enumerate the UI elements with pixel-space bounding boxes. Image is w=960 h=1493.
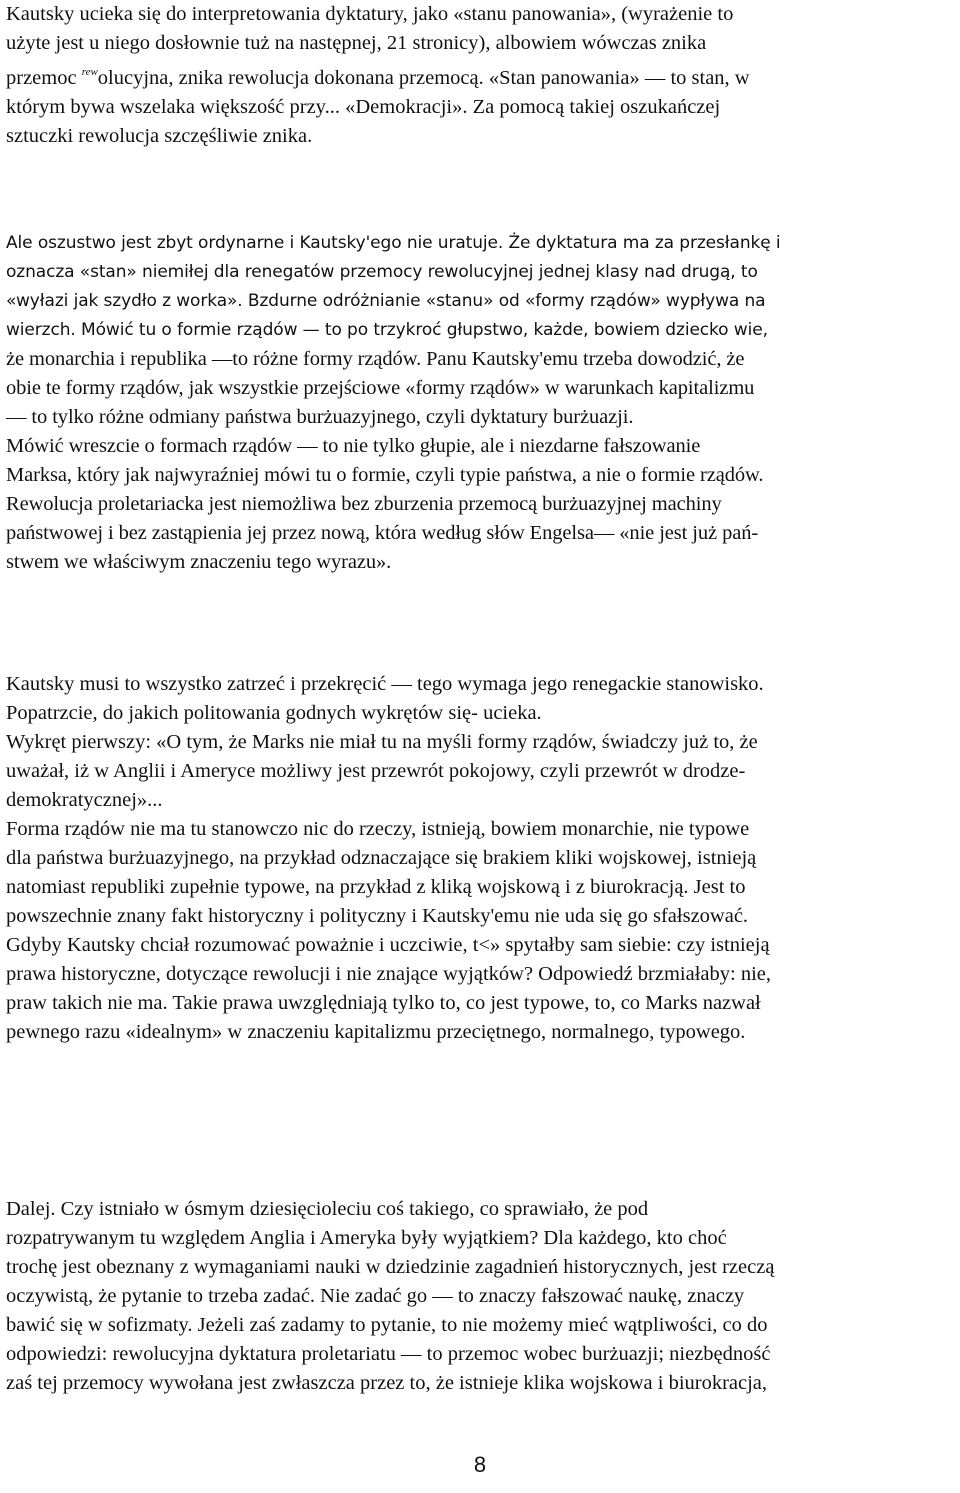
text-line: prawa historyczne, dotyczące rewolucji i nie znające wyjątków? Odpowiedź brzmiałaby: nie, (6, 963, 772, 985)
text-line: Dalej. Czy istniało w ósmym dziesięcioleciu coś takiego, co sprawiało, że pod (6, 1198, 649, 1220)
text-line: którym bywa wszelaka większość przy... «Demokracji». Za pomocą takiej oszukańczej (6, 96, 721, 118)
page-number: 8 (473, 1452, 487, 1477)
text-line (6, 58, 954, 93)
text-line: — to tylko różne odmiany państwa burżuazyjnego, czyli dyktatury burżuazji. (6, 406, 634, 428)
text-line: zaś tej przemocy wywołana jest zwłaszcza przez to, że istnieje klika wojskowa i biurokracja, (6, 1372, 768, 1394)
text-line: demokratycznej»... (6, 789, 163, 811)
text-line: Forma rządów nie ma tu stanowczo nic do rzeczy, istnieją, bowiem monarchie, nie typowe (6, 818, 750, 840)
text-segment: olucyjna, znika rewolucja dokonana przemocą. «Stan panowania» — to stan, w (97, 67, 750, 89)
text-line: sztuczki rewolucja szczęśliwie znika. (6, 125, 313, 147)
text-line: Mówić wreszcie o formach rządów — to nie tylko głupie, ale i niezdarne fałszowanie (6, 435, 701, 457)
text-line: Kautsky musi to wszystko zatrzeć i przekręcić — tego wymaga jego renegackie stanowisko. (6, 673, 764, 695)
paragraph-3 (6, 670, 954, 1047)
text-line: Popatrzcie, do jakich politowania godnych wykrętów się- ucieka. (6, 702, 542, 724)
text-line: Ale oszustwo jest zbyt ordynarne i Kautsky'ego nie uratuje. Że dyktatura ma za przesłankę i (6, 233, 781, 253)
text-line: Gdyby Kautsky chciał rozumować poważnie i uczciwie, t<» spytałby sam siebie: czy istnieją (6, 934, 770, 956)
text-line: obie te formy rządów, jak wszystkie przejściowe «formy rządów» w warunkach kapitalizmu (6, 377, 755, 399)
text-line: praw takich nie ma. Takie prawa uwzględniają tylko to, co jest typowe, to, co Marks nazwał (6, 992, 761, 1014)
text-line: rozpatrywanym tu względem Anglia i Ameryka były wyjątkiem? Dla każdego, kto choć (6, 1227, 727, 1249)
text-line: stwem we właściwym znaczeniu tego wyrazu». (6, 551, 392, 573)
text-line: oznacza «stan» niemiłej dla renegatów przemocy rewolucyjnej jednej klasy nad drugą, to (6, 262, 758, 282)
text-line: uważał, iż w Anglii i Ameryce możliwy jest przewrót pokojowy, czyli przewrót w drodze- (6, 760, 746, 782)
text-line: Kautsky ucieka się do interpretowania dyktatury, jako «stanu panowania», (wyrażenie to (6, 3, 734, 25)
text-line: trochę jest obeznany z wymaganiami nauki w dziedzinie zagadnień historycznych, jest rzeczą (6, 1256, 775, 1278)
text-line: bawić się w sofizmaty. Jeżeli zaś zadamy to pytanie, to nie możemy mieć wątpliwości, co do (6, 1314, 768, 1336)
text-line: odpowiedzi: rewolucyjna dyktatura proletariatu — to przemoc wobec burżuazji; niezbędność (6, 1343, 771, 1365)
text-line: dla państwa burżuazyjnego, na przykład odznaczające się brakiem kliki wojskowej, istnieją (6, 847, 757, 869)
paragraph-2 (6, 229, 954, 577)
superscript-fragment: rew (81, 66, 98, 78)
paragraph-4 (6, 1195, 954, 1398)
text-segment: przemoc (6, 67, 82, 89)
text-line: oczywistą, że pytanie to trzeba zadać. Nie zadać go — to znaczy fałszować naukę, znaczy (6, 1285, 745, 1307)
paragraph-1 (6, 0, 954, 151)
text-line: Rewolucja proletariacka jest niemożliwa bez zburzenia przemocą burżuazyjnej machiny (6, 493, 722, 515)
text-line: państwowej i bez zastąpienia jej przez nową, która według słów Engelsa— «nie jest już pań- (6, 522, 759, 544)
text-line: «wyłazi jak szydło z worka». Bzdurne odróżnianie «stanu» od «formy rządów» wypływa na (6, 291, 766, 311)
text-line: pewnego razu «idealnym» w znaczeniu kapitalizmu przeciętnego, normalnego, typowego. (6, 1021, 746, 1043)
text-line: natomiast republiki zupełnie typowe, na przykład z kliką wojskową i z biurokracją. Jest to (6, 876, 746, 898)
text-line: powszechnie znany fakt historyczny i polityczny i Kautsky'emu nie uda się go sfałszować. (6, 905, 749, 927)
text-line: że monarchia i republika —to różne formy rządów. Panu Kautsky'emu trzeba dowodzić, że (6, 348, 745, 370)
text-line: Marksa, który jak najwyraźniej mówi tu o formie, czyli typie państwa, a nie o formie rządów. (6, 464, 764, 486)
text-line: użyte jest u niego dosłownie tuż na następnej, 21 stronicy), albowiem wówczas znika (6, 32, 707, 54)
text-line: wierzch. Mówić tu o formie rządów — to po trzykroć głupstwo, każde, bowiem dziecko wie, (6, 320, 768, 340)
text-line: Wykręt pierwszy: «O tym, że Marks nie miał tu na myśli formy rządów, świadczy już to, że (6, 731, 758, 753)
